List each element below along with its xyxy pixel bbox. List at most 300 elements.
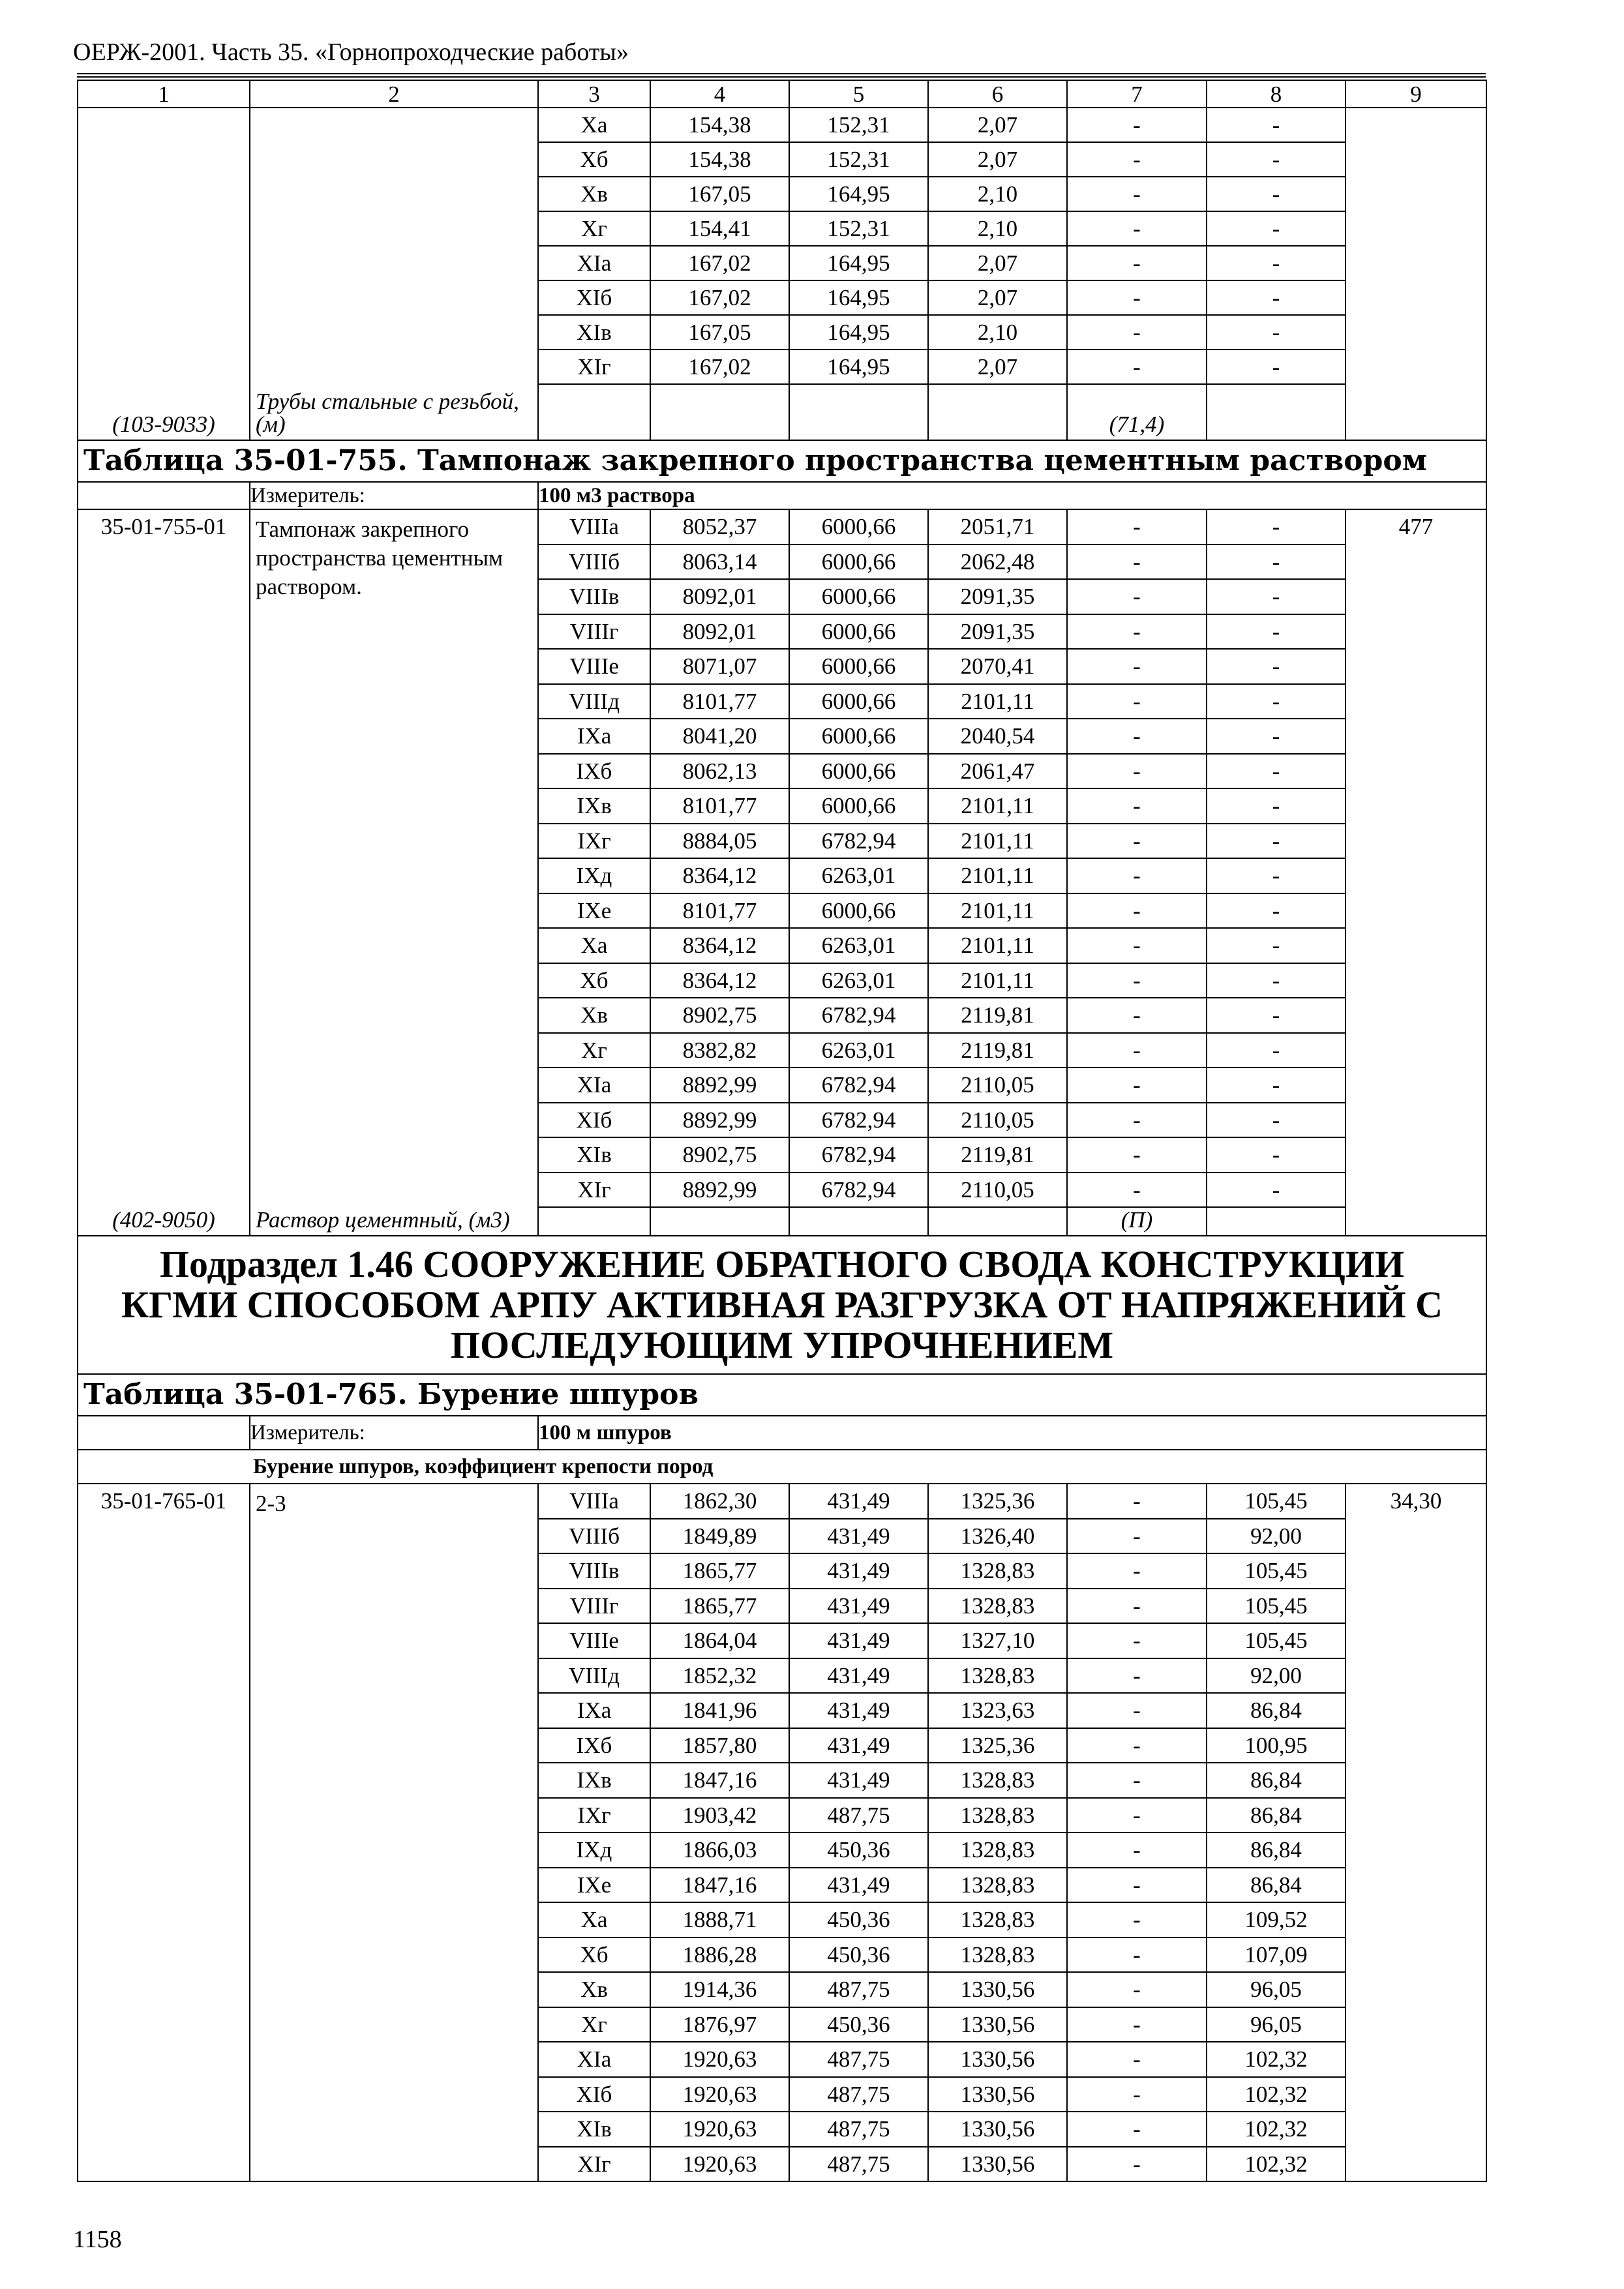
cost-cell: 8101,77: [650, 788, 789, 824]
wage-cell: 6263,01: [789, 928, 928, 963]
grade-cell: VIIIг: [538, 614, 650, 650]
cost-cell: 8101,77: [650, 893, 789, 929]
machine-cell: 2119,81: [928, 1137, 1067, 1173]
code-cell: [78, 108, 250, 384]
driver-wage-cell: -: [1067, 280, 1207, 315]
driver-wage-cell: -: [1067, 1658, 1207, 1694]
wage-cell: 6782,94: [789, 1103, 928, 1138]
column-number: 4: [650, 80, 789, 108]
cost-cell: 8092,01: [650, 614, 789, 650]
grade-cell: VIIIг: [538, 1589, 650, 1624]
table-title: Таблица 35-01-755. Тампонаж закрепного пространства цементным раствором: [78, 440, 1486, 482]
cost-cell: 8902,75: [650, 1137, 789, 1173]
cost-cell: 1862,30: [650, 1484, 789, 1519]
driver-wage-cell: -: [1067, 1728, 1207, 1763]
machine-cell: 2110,05: [928, 1173, 1067, 1208]
grade-cell: VIIIб: [538, 545, 650, 580]
grade-cell: Xа: [538, 108, 650, 142]
wage-cell: 6782,94: [789, 998, 928, 1033]
materials-cell: 102,32: [1207, 2147, 1346, 2182]
materials-cell: 86,84: [1207, 1693, 1346, 1728]
header-rule: [77, 73, 1486, 74]
cost-cell: 8892,99: [650, 1068, 789, 1103]
grade-cell: XIв: [538, 1137, 650, 1173]
cost-cell: 8364,12: [650, 963, 789, 998]
grade-cell: IXа: [538, 1693, 650, 1728]
grade-cell: Xб: [538, 142, 650, 177]
measure-label: Измеритель:: [250, 1416, 538, 1450]
grade-cell: IXд: [538, 858, 650, 893]
resource-name: Раствор цементный, (м3): [250, 1207, 538, 1236]
driver-wage-cell: -: [1067, 998, 1207, 1033]
machine-cell: 2,07: [928, 246, 1067, 280]
machine-cell: 2101,11: [928, 684, 1067, 719]
materials-cell: 86,84: [1207, 1798, 1346, 1833]
workers-cell: [1346, 108, 1486, 440]
grade-cell: VIIIв: [538, 1553, 650, 1589]
machine-cell: 1330,56: [928, 2112, 1067, 2147]
machine-cell: 2,10: [928, 315, 1067, 350]
cost-cell: 8892,99: [650, 1103, 789, 1138]
machine-cell: 1328,83: [928, 1868, 1067, 1903]
machine-cell: 2091,35: [928, 614, 1067, 650]
materials-cell: -: [1207, 1033, 1346, 1068]
column-number: 8: [1207, 80, 1346, 108]
driver-wage-cell: -: [1067, 315, 1207, 350]
grade-cell: XIг: [538, 2147, 650, 2182]
grade-cell: XIв: [538, 2112, 650, 2147]
machine-cell: 2101,11: [928, 858, 1067, 893]
cost-cell: 1865,77: [650, 1553, 789, 1589]
materials-cell: -: [1207, 788, 1346, 824]
wage-cell: 6000,66: [789, 684, 928, 719]
materials-cell: -: [1207, 315, 1346, 350]
wage-cell: 152,31: [789, 142, 928, 177]
grade-cell: IXб: [538, 1728, 650, 1763]
wage-cell: 6782,94: [789, 1173, 928, 1208]
grade-cell: Xа: [538, 928, 650, 963]
wage-cell: 431,49: [789, 1519, 928, 1554]
cost-cell: 1914,36: [650, 1972, 789, 2007]
machine-cell: 1328,83: [928, 1553, 1067, 1589]
machine-cell: 2070,41: [928, 649, 1067, 684]
grade-cell: XIа: [538, 2042, 650, 2077]
materials-cell: 86,84: [1207, 1763, 1346, 1798]
measure-label: Измеритель:: [250, 482, 538, 509]
grade-cell: IXа: [538, 719, 650, 754]
wage-cell: 164,95: [789, 350, 928, 384]
measure-value: 100 м3 раствора: [538, 482, 1486, 509]
grade-cell: Xа: [538, 1902, 650, 1937]
page-number: 1158: [73, 2226, 122, 2253]
grade-cell: XIб: [538, 1103, 650, 1138]
column-number: 3: [538, 80, 650, 108]
machine-cell: 1326,40: [928, 1519, 1067, 1554]
grade-cell: IXб: [538, 754, 650, 789]
wage-cell: 431,49: [789, 1693, 928, 1728]
wage-cell: 152,31: [789, 108, 928, 142]
column-number: 9: [1346, 80, 1486, 108]
estimate-table: [77, 80, 1487, 2182]
grade-cell: VIIIа: [538, 509, 650, 545]
driver-wage-cell: -: [1067, 350, 1207, 384]
cost-cell: 1920,63: [650, 2042, 789, 2077]
wage-cell: 450,36: [789, 1833, 928, 1868]
wage-cell: 487,75: [789, 2042, 928, 2077]
grade-cell: VIIIа: [538, 1484, 650, 1519]
driver-wage-cell: -: [1067, 1589, 1207, 1624]
grade-cell: XIб: [538, 2077, 650, 2112]
driver-wage-cell: -: [1067, 1033, 1207, 1068]
wage-cell: 6782,94: [789, 1068, 928, 1103]
empty-cell: [789, 1207, 928, 1236]
materials-cell: -: [1207, 246, 1346, 280]
wage-cell: 487,75: [789, 2077, 928, 2112]
row-group-intro: Бурение шпуров, коэффициент крепости пород: [78, 1450, 1486, 1484]
driver-wage-cell: -: [1067, 579, 1207, 614]
wage-cell: 164,95: [789, 315, 928, 350]
machine-cell: 1323,63: [928, 1693, 1067, 1728]
grade-cell: VIIIд: [538, 1658, 650, 1694]
materials-cell: -: [1207, 350, 1346, 384]
grade-cell: IXг: [538, 1798, 650, 1833]
driver-wage-cell: -: [1067, 246, 1207, 280]
materials-cell: 105,45: [1207, 1553, 1346, 1589]
cost-cell: 8092,01: [650, 579, 789, 614]
wage-cell: 450,36: [789, 2007, 928, 2042]
machine-cell: 1330,56: [928, 2147, 1067, 2182]
cost-cell: 1857,80: [650, 1728, 789, 1763]
grade-cell: VIIIе: [538, 1623, 650, 1658]
cost-cell: 8892,99: [650, 1173, 789, 1208]
materials-cell: 105,45: [1207, 1589, 1346, 1624]
grade-cell: XIб: [538, 280, 650, 315]
materials-cell: 109,52: [1207, 1902, 1346, 1937]
materials-cell: -: [1207, 858, 1346, 893]
grade-cell: VIIIв: [538, 579, 650, 614]
materials-cell: -: [1207, 545, 1346, 580]
grade-cell: IXв: [538, 1763, 650, 1798]
machine-cell: 2110,05: [928, 1068, 1067, 1103]
cost-cell: 8382,82: [650, 1033, 789, 1068]
driver-wage-cell: -: [1067, 177, 1207, 211]
cost-cell: 8041,20: [650, 719, 789, 754]
wage-cell: 450,36: [789, 1937, 928, 1973]
resource-row: [78, 384, 1486, 440]
wage-cell: 6000,66: [789, 649, 928, 684]
driver-wage-cell: -: [1067, 211, 1207, 246]
driver-wage-cell: -: [1067, 824, 1207, 859]
materials-cell: -: [1207, 928, 1346, 963]
measure-spacer: [78, 1416, 250, 1450]
driver-wage-cell: -: [1067, 509, 1207, 545]
grade-cell: VIIIб: [538, 1519, 650, 1554]
machine-cell: 2061,47: [928, 754, 1067, 789]
wage-cell: 431,49: [789, 1484, 928, 1519]
grade-cell: XIг: [538, 350, 650, 384]
cost-cell: 1866,03: [650, 1833, 789, 1868]
wage-cell: 164,95: [789, 177, 928, 211]
driver-wage-cell: -: [1067, 1937, 1207, 1973]
machine-cell: 2101,11: [928, 824, 1067, 859]
machine-cell: 2091,35: [928, 579, 1067, 614]
resource-code: (402-9050): [78, 1207, 250, 1236]
cost-cell: 1920,63: [650, 2077, 789, 2112]
wage-cell: 431,49: [789, 1868, 928, 1903]
driver-wage-cell: -: [1067, 545, 1207, 580]
materials-cell: -: [1207, 211, 1346, 246]
materials-cell: 92,00: [1207, 1658, 1346, 1694]
driver-wage-cell: -: [1067, 1833, 1207, 1868]
materials-cell: -: [1207, 684, 1346, 719]
cost-cell: 1849,89: [650, 1519, 789, 1554]
machine-cell: 1328,83: [928, 1763, 1067, 1798]
machine-cell: 1328,83: [928, 1902, 1067, 1937]
wage-cell: 6263,01: [789, 858, 928, 893]
cost-cell: 1903,42: [650, 1798, 789, 1833]
machine-cell: 2,07: [928, 280, 1067, 315]
driver-wage-cell: -: [1067, 1484, 1207, 1519]
driver-wage-cell: -: [1067, 142, 1207, 177]
empty-cell: [928, 1207, 1067, 1236]
materials-cell: 107,09: [1207, 1937, 1346, 1973]
driver-wage-cell: -: [1067, 1763, 1207, 1798]
driver-wage-cell: -: [1067, 1902, 1207, 1937]
resource-value: (П): [1067, 1207, 1207, 1236]
wage-cell: 6000,66: [789, 614, 928, 650]
measure-value: 100 м шпуров: [538, 1416, 1486, 1450]
cost-cell: 154,38: [650, 142, 789, 177]
driver-wage-cell: -: [1067, 754, 1207, 789]
cost-cell: 1841,96: [650, 1693, 789, 1728]
code-cell: 35-01-755-01: [78, 509, 250, 1207]
materials-cell: -: [1207, 1137, 1346, 1173]
cost-cell: 1888,71: [650, 1902, 789, 1937]
grade-cell: Xв: [538, 177, 650, 211]
empty-cell: [650, 1207, 789, 1236]
driver-wage-cell: -: [1067, 858, 1207, 893]
grade-cell: IXе: [538, 893, 650, 929]
cost-cell: 167,05: [650, 315, 789, 350]
wage-cell: 6782,94: [789, 824, 928, 859]
driver-wage-cell: -: [1067, 1103, 1207, 1138]
wage-cell: 164,95: [789, 246, 928, 280]
resource-code: (103-9033): [78, 384, 250, 440]
table-title: Таблица 35-01-765. Бурение шпуров: [78, 1374, 1486, 1416]
materials-cell: -: [1207, 509, 1346, 545]
empty-cell: [538, 384, 650, 440]
driver-wage-cell: -: [1067, 1553, 1207, 1589]
resource-value: (71,4): [1067, 384, 1207, 440]
machine-cell: 2,07: [928, 108, 1067, 142]
driver-wage-cell: -: [1067, 2007, 1207, 2042]
resource-name: Трубы стальные с резьбой, (м): [250, 384, 538, 440]
cost-cell: 167,02: [650, 350, 789, 384]
materials-cell: -: [1207, 998, 1346, 1033]
cost-cell: 1865,77: [650, 1589, 789, 1624]
grade-cell: Xг: [538, 1033, 650, 1068]
wage-cell: 487,75: [789, 2147, 928, 2182]
cost-cell: 1847,16: [650, 1868, 789, 1903]
wage-cell: 431,49: [789, 1658, 928, 1694]
header-rule: [77, 76, 1486, 78]
driver-wage-cell: -: [1067, 1868, 1207, 1903]
wage-cell: 6782,94: [789, 1137, 928, 1173]
table-row: [78, 1484, 1486, 1519]
materials-cell: -: [1207, 963, 1346, 998]
machine-cell: 1330,56: [928, 2042, 1067, 2077]
wage-cell: 450,36: [789, 1902, 928, 1937]
driver-wage-cell: -: [1067, 614, 1207, 650]
grade-cell: IXе: [538, 1868, 650, 1903]
machine-cell: 2101,11: [928, 928, 1067, 963]
grade-cell: IXд: [538, 1833, 650, 1868]
grade-cell: XIв: [538, 315, 650, 350]
driver-wage-cell: -: [1067, 1137, 1207, 1173]
cost-cell: 8063,14: [650, 545, 789, 580]
running-header: ОЕРЖ-2001. Часть 35. «Горнопроходческие работы»: [73, 38, 629, 66]
empty-cell: [928, 384, 1067, 440]
machine-cell: 2101,11: [928, 963, 1067, 998]
wage-cell: 152,31: [789, 211, 928, 246]
wage-cell: 6263,01: [789, 1033, 928, 1068]
name-cell: [250, 108, 538, 384]
machine-cell: 1328,83: [928, 1589, 1067, 1624]
machine-cell: 1325,36: [928, 1484, 1067, 1519]
driver-wage-cell: -: [1067, 1972, 1207, 2007]
materials-cell: 96,05: [1207, 1972, 1346, 2007]
wage-cell: 6000,66: [789, 545, 928, 580]
machine-cell: 2062,48: [928, 545, 1067, 580]
name-cell: 2-3: [250, 1484, 538, 2181]
wage-cell: 164,95: [789, 280, 928, 315]
grade-cell: IXг: [538, 824, 650, 859]
wage-cell: 6000,66: [789, 754, 928, 789]
subsection-heading: Подраздел 1.46 СООРУЖЕНИЕ ОБРАТНОГО СВОДА КОНСТРУКЦИИ КГМИ СПОСОБОМ АРПУ АКТИВНАЯ РАЗГРУЗКА ОТ НАПРЯЖЕНИЙ С ПОСЛЕДУЮЩИМ УПРОЧНЕНИЕМ: [78, 1236, 1486, 1374]
driver-wage-cell: -: [1067, 2042, 1207, 2077]
materials-cell: -: [1207, 579, 1346, 614]
measure-row: [78, 482, 1486, 509]
machine-cell: 2,07: [928, 142, 1067, 177]
machine-cell: 2040,54: [928, 719, 1067, 754]
machine-cell: 1328,83: [928, 1658, 1067, 1694]
machine-cell: 1328,83: [928, 1798, 1067, 1833]
name-cell: Тампонаж закрепного пространства цементным раствором.: [250, 509, 538, 1207]
wage-cell: 431,49: [789, 1589, 928, 1624]
workers-cell: 34,30: [1346, 1484, 1486, 2181]
column-number: 1: [78, 80, 250, 108]
materials-cell: 86,84: [1207, 1833, 1346, 1868]
column-number: 5: [789, 80, 928, 108]
empty-cell: [538, 1207, 650, 1236]
driver-wage-cell: -: [1067, 2147, 1207, 2182]
machine-cell: 2119,81: [928, 1033, 1067, 1068]
driver-wage-cell: -: [1067, 2077, 1207, 2112]
materials-cell: 105,45: [1207, 1623, 1346, 1658]
driver-wage-cell: -: [1067, 893, 1207, 929]
machine-cell: 2119,81: [928, 998, 1067, 1033]
cost-cell: 1847,16: [650, 1763, 789, 1798]
materials-cell: 100,95: [1207, 1728, 1346, 1763]
driver-wage-cell: -: [1067, 928, 1207, 963]
table-row: [78, 108, 1486, 142]
driver-wage-cell: -: [1067, 719, 1207, 754]
machine-cell: 1330,56: [928, 1972, 1067, 2007]
cost-cell: 8062,13: [650, 754, 789, 789]
driver-wage-cell: -: [1067, 1693, 1207, 1728]
driver-wage-cell: -: [1067, 788, 1207, 824]
wage-cell: 6000,66: [789, 579, 928, 614]
empty-cell: [789, 384, 928, 440]
wage-cell: 6000,66: [789, 788, 928, 824]
cost-cell: 8364,12: [650, 858, 789, 893]
cost-cell: 167,02: [650, 246, 789, 280]
empty-cell: [650, 384, 789, 440]
table-body: [78, 80, 1486, 2181]
grade-cell: VIIIе: [538, 649, 650, 684]
driver-wage-cell: -: [1067, 108, 1207, 142]
subsection-row: [78, 1236, 1486, 1374]
cost-cell: 8101,77: [650, 684, 789, 719]
workers-cell: 477: [1346, 509, 1486, 1236]
driver-wage-cell: -: [1067, 1798, 1207, 1833]
materials-cell: 102,32: [1207, 2112, 1346, 2147]
materials-cell: -: [1207, 614, 1346, 650]
column-number: 2: [250, 80, 538, 108]
cost-cell: 154,38: [650, 108, 789, 142]
cost-cell: 8884,05: [650, 824, 789, 859]
machine-cell: 2,10: [928, 177, 1067, 211]
machine-cell: 1330,56: [928, 2077, 1067, 2112]
table-title-row: [78, 1374, 1486, 1416]
column-number-row: [78, 80, 1486, 108]
materials-cell: -: [1207, 754, 1346, 789]
cost-cell: 8071,07: [650, 649, 789, 684]
machine-cell: 2,10: [928, 211, 1067, 246]
wage-cell: 6000,66: [789, 509, 928, 545]
driver-wage-cell: -: [1067, 1068, 1207, 1103]
machine-cell: 2101,11: [928, 893, 1067, 929]
machine-cell: 1330,56: [928, 2007, 1067, 2042]
cost-cell: 8902,75: [650, 998, 789, 1033]
grade-cell: Xб: [538, 1937, 650, 1973]
cost-cell: 1920,63: [650, 2112, 789, 2147]
materials-cell: -: [1207, 649, 1346, 684]
grade-cell: Xг: [538, 211, 650, 246]
grade-cell: Xв: [538, 1972, 650, 2007]
materials-cell: -: [1207, 893, 1346, 929]
materials-cell: 105,45: [1207, 1484, 1346, 1519]
cost-cell: 167,05: [650, 177, 789, 211]
materials-cell: -: [1207, 1103, 1346, 1138]
machine-cell: 1327,10: [928, 1623, 1067, 1658]
cost-cell: 167,02: [650, 280, 789, 315]
cost-cell: 1852,32: [650, 1658, 789, 1694]
machine-cell: 2101,11: [928, 788, 1067, 824]
wage-cell: 431,49: [789, 1763, 928, 1798]
machine-cell: 1328,83: [928, 1937, 1067, 1973]
materials-cell: -: [1207, 1173, 1346, 1208]
grade-cell: Xг: [538, 2007, 650, 2042]
cost-cell: 1876,97: [650, 2007, 789, 2042]
wage-cell: 431,49: [789, 1728, 928, 1763]
cost-cell: 1920,63: [650, 2147, 789, 2182]
materials-cell: 86,84: [1207, 1868, 1346, 1903]
grade-cell: XIа: [538, 246, 650, 280]
cost-cell: 8052,37: [650, 509, 789, 545]
cost-cell: 1886,28: [650, 1937, 789, 1973]
column-number: 7: [1067, 80, 1207, 108]
